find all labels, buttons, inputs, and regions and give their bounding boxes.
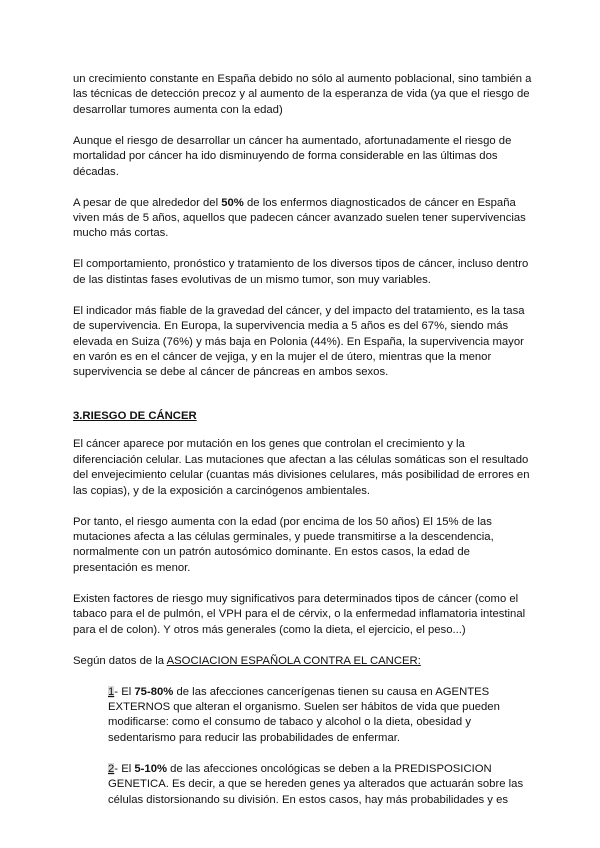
paragraph-survival-rate: El indicador más fiable de la gravedad del cáncer, y del impacto del tratamiento, es la tasa de supervivencia. En Europa, la supervivencia media a 5 años es del 67%, siendo más elevada en Suiza (76%) y más baja en Polonia (44%). En España, la supervivencia mayor en varón es en el cáncer de vejiga, y en la mujer el de útero, mientras que la menor supervivencia se debe al cáncer de páncreas en ambos sexos. — [73, 304, 525, 379]
bold-percentage: 50% — [221, 196, 244, 209]
list-item — [108, 685, 533, 747]
paragraph-population-growth: un crecimiento constante en España debido no sólo al aumento poblacional, sino también a las técnicas de detección precoz y al aumento de la esperanza de vida (ya que el riesgo de desarrollar tumores aumenta con la edad) — [73, 73, 532, 116]
paragraph-text: A pesar de que alrededor del — [73, 196, 222, 209]
list-item-text: de las afecciones oncológicas se deben a la PREDISPOSICION GENETICA. Es decir, a que se hereden genes ya alterados que actuarán sobre las células distorsionando su división. En estos casos, hay más probabilidades y es — [108, 762, 524, 806]
list-item-text: - El — [114, 685, 135, 698]
paragraph-risk-factors: Existen factores de riesgo muy significativos para determinados tipos de cáncer (como el tabaco para el de pulmón, el VPH para el de cérvix, o la enfermedad inflamatoria intestinal para el de colon). Y otros más generales (como la dieta, el ejercicio, el peso...) — [73, 592, 526, 636]
list-item-text: de las afecciones cancerígenas tienen su causa en AGENTES EXTERNOS que alteran el organismo. Suelen ser hábitos de vida que pueden modificarse: como el consumo de tabaco y alcohol o la dieta, obesidad y sedentarismo para reducir las probabilidades de enfermar. — [108, 685, 500, 744]
association-link[interactable]: ASOCIACION ESPAÑOLA CONTRA EL CANCER: — [166, 654, 421, 667]
bold-percentage: 5-10% — [134, 762, 168, 775]
paragraph-mutation: El cáncer aparece por mutación en los genes que controlan el crecimiento y la diferenciación celular. Las mutaciones que afectan a las células somáticas son el resultado del envejecimiento celular (cuantas más divisiones celulares, más posibilidad de errores en las copias), y de la exposición a carcinógenos ambientales. — [73, 438, 530, 497]
list-item — [108, 762, 533, 808]
paragraph-age-risk: Por tanto, el riesgo aumenta con la edad (por encima de los 50 años) El 15% de las mutaciones afecta a las células germinales, y puede transmitirse a la descendencia, normalmente con un patrón autosómico dominante. En estos casos, la edad de presentación es menor. — [73, 515, 494, 574]
document-body — [73, 72, 533, 824]
paragraph-mortality-decrease: Aunque el riesgo de desarrollar un cáncer ha aumentado, afortunadamente el riesgo de mortalidad por cáncer ha ido disminuyendo de forma considerable en las últimas dos décadas. — [73, 134, 512, 178]
list-item-number: 1 — [108, 685, 115, 698]
list-item-text: - El — [114, 762, 135, 775]
bold-percentage: 75-80% — [134, 685, 174, 698]
paragraph-survival-five-years — [73, 196, 533, 242]
paragraph-association-source — [73, 654, 533, 669]
list-item-number: 2 — [108, 762, 115, 775]
section-heading: 3.RIESGO DE CÁNCER — [73, 409, 197, 422]
paragraph-text: Según datos de la — [73, 654, 167, 667]
paragraph-behavior-variability: El comportamiento, pronóstico y tratamiento de los diversos tipos de cáncer, incluso dentro de las distintas fases evolutivas de un mismo tumor, son muy variables. — [73, 258, 529, 286]
paragraph-text: de los enfermos diagnosticados de cáncer en España viven más de 5 años, aquellos que padecen cáncer avanzado suelen tener supervivencias mucho más cortas. — [73, 196, 526, 240]
